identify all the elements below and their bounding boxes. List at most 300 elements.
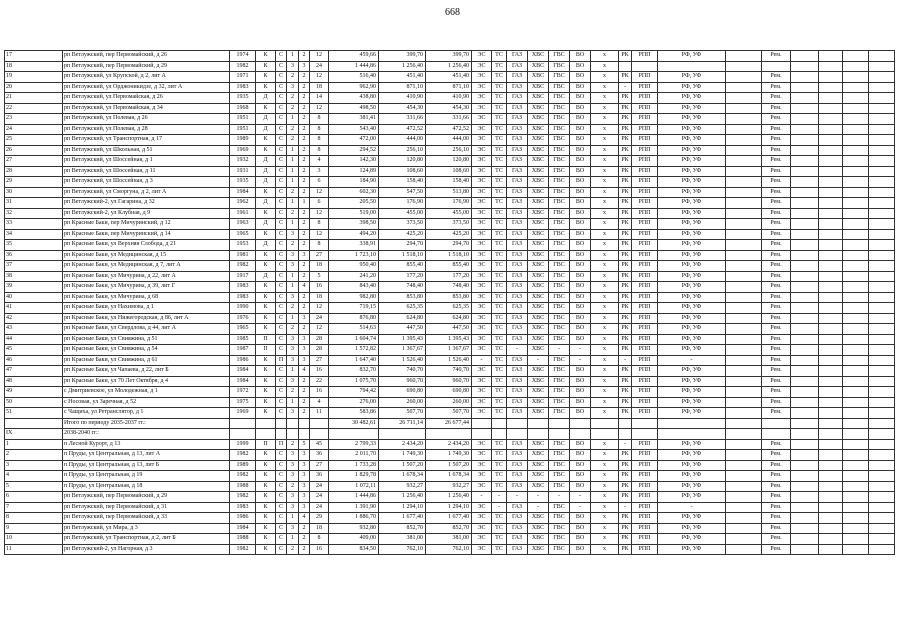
table-cell <box>843 397 869 408</box>
table-cell <box>869 156 895 167</box>
table-cell: 2 <box>299 397 310 408</box>
table-cell: ЭС <box>472 124 492 135</box>
table-cell: 3 <box>299 61 310 72</box>
table-cell <box>791 282 819 293</box>
table-cell <box>726 439 762 450</box>
table-cell: 2 <box>299 208 310 219</box>
table-cell: х <box>591 114 619 125</box>
table-cell: ГВС <box>549 544 570 555</box>
table-cell: Рем. <box>762 523 791 534</box>
table-cell: х <box>591 523 619 534</box>
table-cell: 3 <box>287 523 299 534</box>
table-cell <box>791 502 819 513</box>
table-cell: РФ, УФ <box>658 292 726 303</box>
table-cell: ХВС <box>528 376 549 387</box>
table-cell: 1 444,86 <box>329 492 379 503</box>
table-cell: рп Ветлужский, ул Полевая, д 26 <box>63 114 230 125</box>
table-cell: 1 075,70 <box>329 376 379 387</box>
table-cell: РПП <box>632 114 658 125</box>
table-cell: ВО <box>570 51 591 62</box>
table-cell: 960,70 <box>426 376 472 387</box>
table-cell: ЭС <box>472 523 492 534</box>
table-cell: ВО <box>570 334 591 345</box>
table-cell: 1 <box>287 513 299 524</box>
table-cell: 7 <box>5 502 63 513</box>
table-cell: ТС <box>492 460 507 471</box>
table-cell: 1963 <box>230 219 256 230</box>
housing-register-table <box>4 50 895 555</box>
table-cell: ГВС <box>549 471 570 482</box>
table-cell <box>869 303 895 314</box>
table-cell: 455,00 <box>379 208 426 219</box>
table-cell: П <box>276 439 287 450</box>
table-cell <box>791 103 819 114</box>
table-cell <box>726 156 762 167</box>
table-cell: ГВС <box>549 397 570 408</box>
table-cell: ХВС <box>528 114 549 125</box>
table-cell: ЭС <box>472 334 492 345</box>
table-cell: ГАЗ <box>507 408 528 419</box>
table-cell: ТС <box>492 240 507 251</box>
table-cell: РПП <box>632 135 658 146</box>
table-cell: ГАЗ <box>507 471 528 482</box>
table-cell: РФ, УФ <box>658 156 726 167</box>
table-cell: 852,70 <box>379 523 426 534</box>
table-cell <box>819 229 843 240</box>
table-cell: 4 <box>299 513 310 524</box>
table-cell: 176,90 <box>426 198 472 209</box>
table-cell: ГАЗ <box>507 229 528 240</box>
table-cell: - <box>549 345 570 356</box>
table-cell <box>819 408 843 419</box>
table-cell: 18 <box>310 292 329 303</box>
table-cell: 2 <box>299 114 310 125</box>
table-row <box>5 313 895 324</box>
table-cell: 3 <box>299 345 310 356</box>
table-cell: 1 647,40 <box>329 355 379 366</box>
table-cell: 184,90 <box>329 177 379 188</box>
table-cell: 120,80 <box>379 156 426 167</box>
table-cell: К <box>256 534 276 545</box>
table-cell: ЭС <box>472 240 492 251</box>
table-cell <box>843 82 869 93</box>
table-cell <box>5 418 63 429</box>
table-cell: ГАЗ <box>507 334 528 345</box>
table-cell <box>869 408 895 419</box>
table-cell: ГАЗ <box>507 124 528 135</box>
table-cell: ЭС <box>472 303 492 314</box>
table-cell: 498,50 <box>329 103 379 114</box>
table-cell: 425,20 <box>379 229 426 240</box>
table-cell <box>726 408 762 419</box>
table-cell: К <box>256 481 276 492</box>
table-cell <box>819 397 843 408</box>
table-cell: 38 <box>5 271 63 282</box>
table-cell: П <box>256 334 276 345</box>
table-cell <box>549 429 570 440</box>
table-cell: Рем. <box>762 271 791 282</box>
table-cell: 399,70 <box>379 51 426 62</box>
table-cell: 16 <box>310 544 329 555</box>
table-cell: 2 <box>299 219 310 230</box>
table-cell: х <box>591 208 619 219</box>
table-cell <box>791 177 819 188</box>
table-cell <box>791 324 819 335</box>
table-cell: 1972 <box>230 387 256 398</box>
table-cell: ЭС <box>472 82 492 93</box>
table-cell: 9 <box>5 523 63 534</box>
table-cell: 1 <box>287 219 299 230</box>
table-cell <box>791 82 819 93</box>
table-cell: ГВС <box>549 450 570 461</box>
table-cell <box>507 429 528 440</box>
table-cell: РПП <box>632 51 658 62</box>
table-cell <box>869 334 895 345</box>
table-cell: РФ, УФ <box>658 282 726 293</box>
table-row <box>5 219 895 230</box>
table-cell: ГАЗ <box>507 261 528 272</box>
table-cell: ВО <box>570 124 591 135</box>
table-cell: ВО <box>570 366 591 377</box>
table-cell: - <box>472 355 492 366</box>
table-cell: РПП <box>632 250 658 261</box>
table-cell: ХВС <box>528 145 549 156</box>
table-cell: ЭС <box>472 366 492 377</box>
table-cell: ТС <box>492 523 507 534</box>
table-cell <box>819 219 843 230</box>
table-cell: С <box>276 282 287 293</box>
table-cell: 1 256,40 <box>379 492 426 503</box>
table-cell: ГВС <box>549 145 570 156</box>
table-cell: - <box>619 82 632 93</box>
table-cell <box>791 450 819 461</box>
table-cell: 205,50 <box>329 198 379 209</box>
table-row <box>5 345 895 356</box>
table-cell: 1 526,40 <box>379 355 426 366</box>
table-cell: х <box>591 282 619 293</box>
table-cell: 2 <box>299 324 310 335</box>
table-cell: 1 367,67 <box>379 345 426 356</box>
table-cell: 1987 <box>230 345 256 356</box>
table-cell: х <box>591 250 619 261</box>
table-row <box>5 82 895 93</box>
table-cell: 2 <box>299 103 310 114</box>
table-cell: ЭС <box>472 408 492 419</box>
table-cell <box>819 418 843 429</box>
table-cell: Д <box>256 271 276 282</box>
table-cell: Рем. <box>762 345 791 356</box>
table-cell: 24 <box>310 481 329 492</box>
table-cell: 176,90 <box>379 198 426 209</box>
table-cell: 447,50 <box>379 324 426 335</box>
table-cell <box>843 313 869 324</box>
table-cell: ХВС <box>528 292 549 303</box>
table-cell <box>726 523 762 534</box>
table-cell: 2 <box>299 376 310 387</box>
table-row <box>5 366 895 377</box>
table-cell <box>843 418 869 429</box>
table-cell: РК <box>619 324 632 335</box>
table-cell: 425,20 <box>426 229 472 240</box>
table-cell: ВО <box>570 208 591 219</box>
table-cell: Д <box>256 219 276 230</box>
table-cell: 331,66 <box>426 114 472 125</box>
table-cell <box>791 208 819 219</box>
table-cell <box>869 240 895 251</box>
table-cell: 2 <box>299 534 310 545</box>
table-cell: рп Ветлужский-2, ул Клубная, д 9 <box>63 208 230 219</box>
table-cell: 1961 <box>230 208 256 219</box>
table-cell: К <box>256 313 276 324</box>
table-cell: рп Красные Баки, ул Мичурина, д 39, лит Г <box>63 282 230 293</box>
table-cell: 1 <box>287 114 299 125</box>
table-cell <box>791 219 819 230</box>
table-cell: 6 <box>310 198 329 209</box>
table-cell: 3 <box>299 471 310 482</box>
table-cell: Рем. <box>762 72 791 83</box>
table-cell: - <box>570 345 591 356</box>
table-cell <box>791 93 819 104</box>
table-cell: ХВС <box>528 124 549 135</box>
table-cell: 1 526,40 <box>426 355 472 366</box>
table-cell <box>869 219 895 230</box>
table-cell: ТС <box>492 103 507 114</box>
table-cell: Рем. <box>762 240 791 251</box>
table-cell: 762,10 <box>426 544 472 555</box>
table-cell: РК <box>619 471 632 482</box>
table-cell <box>843 61 869 72</box>
table-cell: Рем. <box>762 313 791 324</box>
table-cell: С <box>276 324 287 335</box>
table-cell: 42 <box>5 313 63 324</box>
table-cell <box>726 82 762 93</box>
table-cell: ВО <box>570 376 591 387</box>
table-cell: ТС <box>492 61 507 72</box>
table-cell <box>819 324 843 335</box>
table-cell: РПП <box>632 82 658 93</box>
table-cell <box>843 72 869 83</box>
table-cell: 8 <box>310 240 329 251</box>
table-cell: 1 733,28 <box>329 460 379 471</box>
table-cell <box>726 292 762 303</box>
table-cell <box>869 460 895 471</box>
table-row <box>5 261 895 272</box>
table-cell: ХВС <box>528 177 549 188</box>
table-cell <box>843 261 869 272</box>
table-cell: ТС <box>492 481 507 492</box>
table-cell: К <box>256 471 276 482</box>
table-cell: ХВС <box>528 72 549 83</box>
table-cell: С <box>276 208 287 219</box>
table-cell: ВО <box>570 114 591 125</box>
table-cell <box>819 345 843 356</box>
table-cell: п Пруды, ул Центральная, д 13, лит А <box>63 450 230 461</box>
table-cell: РФ, УФ <box>658 51 726 62</box>
table-cell <box>819 103 843 114</box>
table-cell: ВО <box>570 61 591 72</box>
table-cell: 24 <box>310 492 329 503</box>
table-cell <box>843 471 869 482</box>
table-cell <box>843 492 869 503</box>
table-cell: 519,00 <box>329 208 379 219</box>
table-cell <box>726 387 762 398</box>
table-cell <box>819 51 843 62</box>
table-cell <box>869 124 895 135</box>
table-cell: 5 <box>5 481 63 492</box>
table-cell: ЭС <box>472 502 492 513</box>
table-cell: 36 <box>5 250 63 261</box>
table-cell <box>819 366 843 377</box>
table-cell: РК <box>619 261 632 272</box>
table-cell: 4 <box>299 366 310 377</box>
table-cell: Рем. <box>762 334 791 345</box>
table-cell: 2 <box>299 303 310 314</box>
table-cell: ГВС <box>549 534 570 545</box>
table-cell: С <box>276 460 287 471</box>
table-cell: х <box>591 145 619 156</box>
table-cell: РФ, УФ <box>658 82 726 93</box>
table-cell: РПП <box>632 502 658 513</box>
table-cell: - <box>570 492 591 503</box>
table-cell: ХВС <box>528 156 549 167</box>
table-cell: 514,63 <box>329 324 379 335</box>
table-cell <box>869 72 895 83</box>
table-cell: РФ, УФ <box>658 523 726 534</box>
table-cell <box>528 418 549 429</box>
table-cell: с Дмитриевское, ул Молодежная, д 1 <box>63 387 230 398</box>
table-cell: РК <box>619 313 632 324</box>
table-cell: ВО <box>570 408 591 419</box>
table-cell <box>843 366 869 377</box>
table-cell: ВО <box>570 229 591 240</box>
table-cell: 381,00 <box>426 534 472 545</box>
table-cell <box>591 429 619 440</box>
table-row <box>5 324 895 335</box>
table-cell <box>276 418 287 429</box>
table-cell: 8 <box>310 124 329 135</box>
table-cell: Рем. <box>762 82 791 93</box>
table-cell <box>819 135 843 146</box>
table-cell: 454,30 <box>426 103 472 114</box>
table-cell: 494,20 <box>329 229 379 240</box>
table-cell: ГВС <box>549 72 570 83</box>
table-cell <box>869 376 895 387</box>
table-cell: Рем. <box>762 534 791 545</box>
table-cell <box>869 229 895 240</box>
table-cell: РК <box>619 544 632 555</box>
table-cell: х <box>591 324 619 335</box>
table-cell: Рем. <box>762 261 791 272</box>
table-cell: РПП <box>632 366 658 377</box>
table-cell: 27 <box>5 156 63 167</box>
table-cell: 11 <box>310 408 329 419</box>
table-cell: РПП <box>632 439 658 450</box>
table-cell: К <box>256 72 276 83</box>
table-cell: РФ, УФ <box>658 324 726 335</box>
table-cell <box>843 324 869 335</box>
table-cell: 762,10 <box>379 544 426 555</box>
table-cell <box>843 292 869 303</box>
table-cell: 1 367,67 <box>426 345 472 356</box>
table-cell: РПП <box>632 208 658 219</box>
table-cell: рп Красные Баки, ул Мичурина, д 68 <box>63 292 230 303</box>
table-cell: 120,80 <box>426 156 472 167</box>
table-cell: 3 <box>287 345 299 356</box>
table-cell <box>791 355 819 366</box>
table-cell: РФ, УФ <box>658 544 726 555</box>
table-cell: 1 <box>299 198 310 209</box>
table-cell: 507,70 <box>379 408 426 419</box>
table-cell: 33 <box>5 219 63 230</box>
table-cell: РФ, УФ <box>658 376 726 387</box>
table-cell <box>619 429 632 440</box>
table-cell: 45 <box>5 345 63 356</box>
table-cell: 373,50 <box>379 219 426 230</box>
table-cell <box>819 376 843 387</box>
table-cell <box>632 61 658 72</box>
table-cell: С <box>276 187 287 198</box>
table-cell: ГВС <box>549 250 570 261</box>
table-row <box>5 156 895 167</box>
table-cell: 381,41 <box>329 114 379 125</box>
table-cell: рп Красные Баки, ул Свияжина, д 51 <box>63 334 230 345</box>
table-cell <box>791 366 819 377</box>
table-cell: РПП <box>632 460 658 471</box>
table-cell <box>819 492 843 503</box>
table-cell: ГВС <box>549 208 570 219</box>
table-cell: 260,00 <box>379 397 426 408</box>
table-cell <box>819 208 843 219</box>
table-cell: ВО <box>570 250 591 261</box>
table-cell: ГАЗ <box>507 177 528 188</box>
table-cell: ЭС <box>472 397 492 408</box>
table-cell <box>843 502 869 513</box>
table-cell: 2 <box>299 156 310 167</box>
table-cell: РПП <box>632 397 658 408</box>
table-cell: - <box>570 502 591 513</box>
table-cell: х <box>591 103 619 114</box>
table-row <box>5 135 895 146</box>
table-cell: 45 <box>310 439 329 450</box>
table-cell: ХВС <box>528 408 549 419</box>
table-cell: х <box>591 51 619 62</box>
table-cell: С <box>276 198 287 209</box>
table-cell: Рем. <box>762 219 791 230</box>
table-cell <box>791 376 819 387</box>
table-cell: 2 <box>299 408 310 419</box>
table-cell: х <box>591 292 619 303</box>
table-cell: 3 <box>299 481 310 492</box>
table-cell: Рем. <box>762 282 791 293</box>
table-cell: х <box>591 439 619 450</box>
table-cell: рп Ветлужский, ул Школьная, д 51 <box>63 145 230 156</box>
table-cell <box>843 156 869 167</box>
table-cell: ТС <box>492 72 507 83</box>
table-cell: РПП <box>632 103 658 114</box>
table-cell: 1984 <box>230 523 256 534</box>
table-cell: 1 072,11 <box>329 481 379 492</box>
table-cell <box>819 355 843 366</box>
table-cell <box>726 187 762 198</box>
table-cell: 843,40 <box>329 282 379 293</box>
table-cell: ТС <box>492 450 507 461</box>
table-cell: 27 <box>310 355 329 366</box>
table-cell <box>843 145 869 156</box>
table-cell: ЭС <box>472 460 492 471</box>
table-cell: 1965 <box>230 324 256 335</box>
table-cell: 832,70 <box>329 366 379 377</box>
table-cell: 2 <box>287 187 299 198</box>
